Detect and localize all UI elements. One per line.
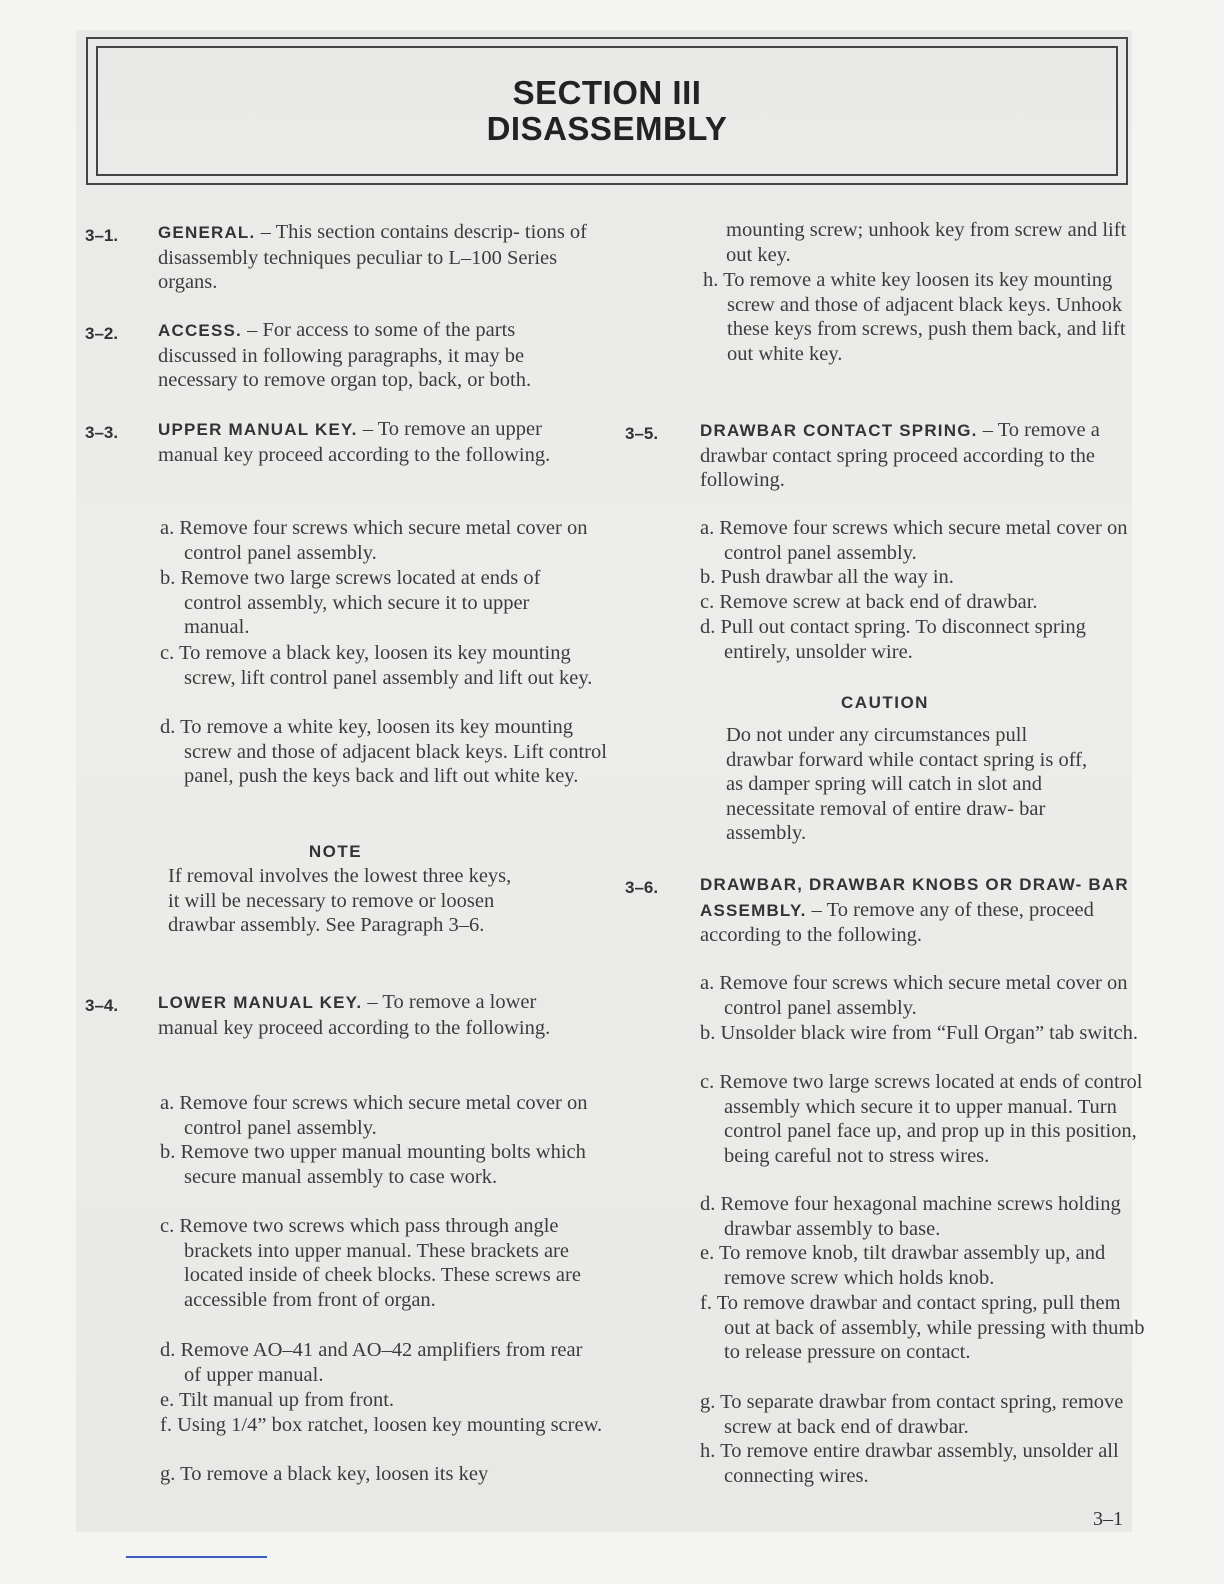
list-item: c. Remove screw at back end of drawbar.	[700, 591, 1038, 613]
list-item: c. Remove two large screws located at ends of control assembly which secure it to upper manual. Turn control panel face up, and prop up in this position, being careful not to stress wires.	[700, 1071, 1143, 1167]
para-3-4-heading: LOWER MANUAL KEY.	[158, 993, 363, 1012]
list-item: a. Remove four screws which secure metal cover on control panel assembly.	[700, 972, 1128, 1019]
list-item: f. To remove drawbar and contact spring, pull them out at back of assembly, while pressing with thumb to release pressure on contact.	[700, 1292, 1145, 1364]
para-3-1-text: – This section contains descrip- tions of disassembly techniques peculiar to L–100 Series organs.	[158, 221, 588, 294]
para-3-1-heading: GENERAL.	[158, 223, 256, 242]
para-3-6-number: 3–6.	[625, 878, 659, 897]
para-3-5-text: – To remove a drawbar contact spring proceed according to the following.	[700, 419, 1100, 492]
para-3-4-number: 3–4.	[85, 996, 119, 1015]
para-3-6-heading: DRAWBAR, DRAWBAR KNOBS OR DRAW- BAR ASSEMBLY.	[700, 875, 1129, 920]
para-3-6	[700, 872, 1130, 948]
para-3-1-number: 3–1.	[85, 226, 119, 245]
para-3-1	[158, 220, 588, 295]
para-3-3	[158, 417, 573, 467]
section-title: DISASSEMBLY	[486, 110, 728, 147]
continued-text: mounting screw; unhook key from screw and lift out key.	[726, 219, 1127, 266]
list-item: g. To separate drawbar from contact spring, remove screw at back end of drawbar.	[700, 1391, 1124, 1438]
para-3-3-heading: UPPER MANUAL KEY.	[158, 420, 358, 439]
list-item: h. To remove a white key loosen its key mounting screw and those of adjacent black keys. Unhook these keys from screws, push them back, and lift out white key.	[703, 269, 1126, 365]
para-3-4-text: – To remove a lower manual key proceed according to the following.	[158, 991, 551, 1039]
caution-title: CAUTION	[841, 693, 929, 712]
list-item: d. Pull out contact spring. To disconnect spring entirely, unsolder wire.	[700, 616, 1086, 663]
list-item: g. To remove a black key, loosen its key	[160, 1463, 489, 1485]
para-3-5-number: 3–5.	[625, 424, 659, 443]
para-3-5-heading: DRAWBAR CONTACT SPRING.	[700, 421, 978, 440]
caution-text: Do not under any circumstances pull drawbar forward while contact spring is off, as damper spring will catch in slot and necessitate removal of entire draw- bar assembly.	[726, 724, 1088, 845]
list-item: a. Remove four screws which secure metal cover on control panel assembly.	[160, 1092, 588, 1139]
note-text: If removal involves the lowest three keys, it will be necessary to remove or loosen drawbar assembly. See Paragraph 3–6.	[168, 865, 512, 937]
list-item: h. To remove entire drawbar assembly, unsolder all connecting wires.	[700, 1440, 1119, 1487]
para-3-4	[158, 990, 583, 1040]
list-item: e. To remove knob, tilt drawbar assembly up, and remove screw which holds knob.	[700, 1242, 1106, 1289]
list-item: d. Remove AO–41 and AO–42 amplifiers from rear of upper manual.	[160, 1339, 583, 1386]
para-3-3-text: – To remove an upper manual key proceed according to the following.	[158, 418, 551, 466]
list-item: b. Remove two large screws located at ends of control assembly, which secure it to upper manual.	[160, 567, 541, 639]
para-3-5	[700, 418, 1125, 493]
list-item: a. Remove four screws which secure metal cover on control panel assembly.	[700, 517, 1128, 564]
section-header	[96, 46, 1118, 176]
section-number: SECTION III	[512, 74, 702, 111]
list-item: c. Remove two screws which pass through angle brackets into upper manual. These brackets are located inside of cheek blocks. These screws are accessible from front of organ.	[160, 1215, 581, 1311]
list-item: d. To remove a white key, loosen its key mounting screw and those of adjacent black keys. Lift control panel, push the keys back and lift out white key.	[160, 716, 607, 788]
para-3-6-text: – To remove any of these, proceed according to the following.	[700, 898, 1094, 947]
para-3-2-number: 3–2.	[85, 324, 119, 343]
blue-underline-mark	[126, 1556, 267, 1558]
para-3-2-heading: ACCESS.	[158, 321, 242, 340]
list-item: a. Remove four screws which secure metal cover on control panel assembly.	[160, 517, 588, 564]
note-title: NOTE	[308, 842, 363, 861]
list-item: f. Using 1/4” box ratchet, loosen key mounting screw.	[160, 1414, 603, 1436]
list-item: e. Tilt manual up from front.	[160, 1389, 395, 1411]
para-3-3-number: 3–3.	[85, 423, 119, 442]
list-item: b. Unsolder black wire from “Full Organ” tab switch.	[700, 1022, 1138, 1044]
list-item: c. To remove a black key, loosen its key mounting screw, lift control panel assembly and lift out key.	[160, 642, 593, 689]
para-3-2-text: – For access to some of the parts discussed in following paragraphs, it may be necessary to remove organ top, back, or both.	[158, 319, 532, 392]
list-item: b. Push drawbar all the way in.	[700, 566, 954, 588]
page-number: 3–1	[1093, 1508, 1123, 1530]
para-3-2	[158, 318, 588, 393]
list-item: b. Remove two upper manual mounting bolts which secure manual assembly to case work.	[160, 1141, 586, 1188]
list-item: d. Remove four hexagonal machine screws holding drawbar assembly to base.	[700, 1193, 1121, 1240]
